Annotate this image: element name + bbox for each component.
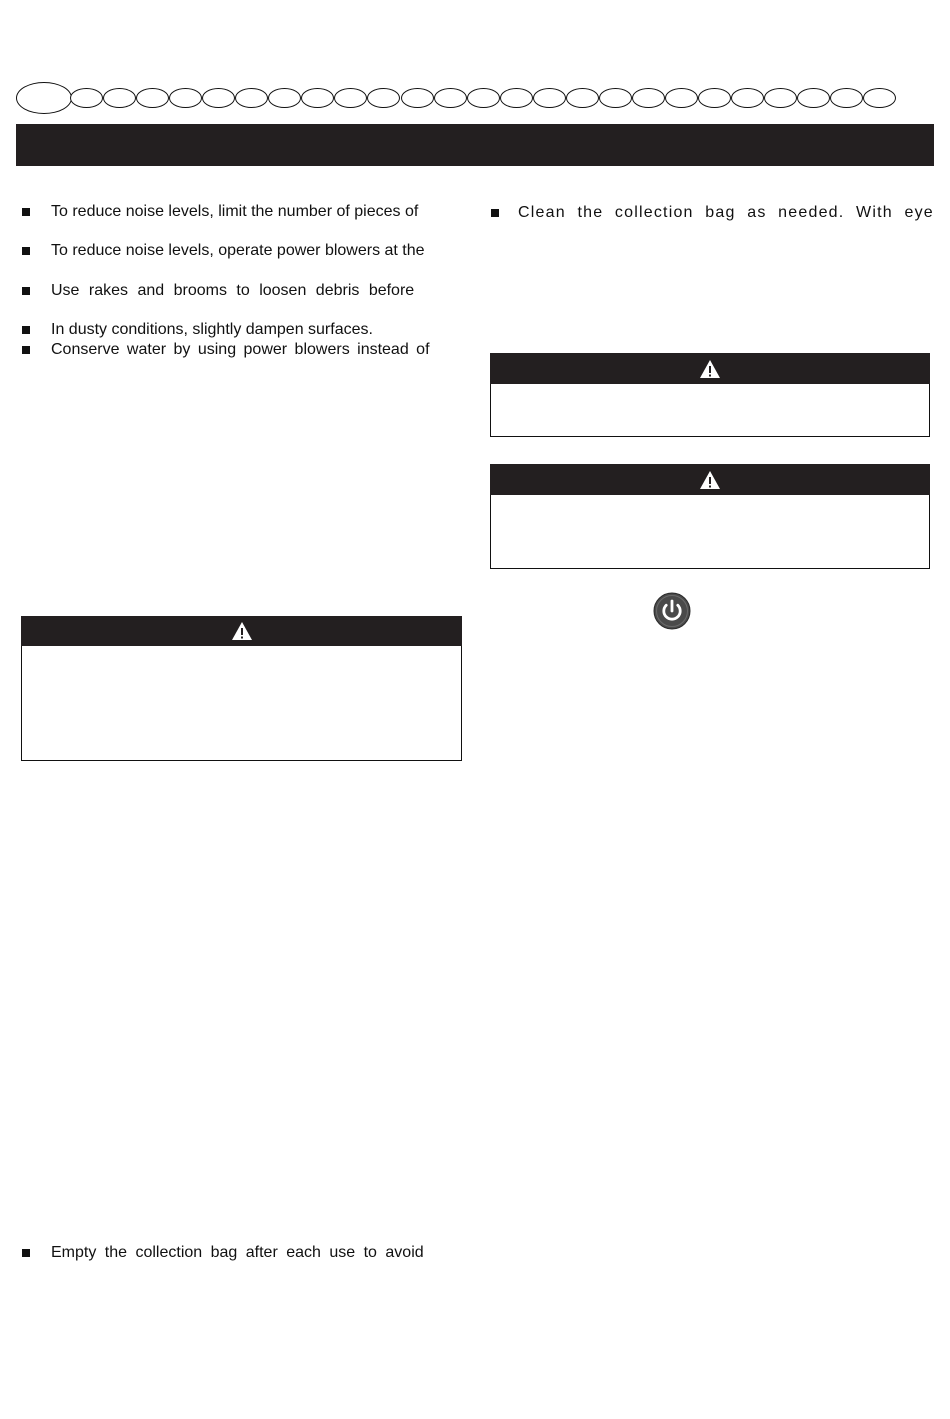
warning-header [490,353,930,384]
language-tab[interactable] [698,88,731,108]
language-tab[interactable] [632,88,665,108]
square-bullet-icon [491,209,499,217]
language-tab[interactable] [566,88,599,108]
language-tab[interactable] [367,88,400,108]
warning-triangle-icon [699,470,721,490]
language-tab[interactable] [500,88,533,108]
language-tab[interactable] [731,88,764,108]
power-button-icon [653,592,691,630]
language-tab[interactable] [797,88,830,108]
warning-triangle-icon [231,621,253,641]
language-tab[interactable] [70,88,103,108]
language-tab[interactable] [863,88,896,108]
square-bullet-icon [22,346,30,354]
language-tab[interactable] [533,88,566,108]
list-item-text: Use rakes and brooms to loosen debris before [51,282,415,299]
list-item-text: Clean the collection bag as needed. With eye [518,204,934,221]
warning-header [21,616,462,646]
section-title-bar [16,124,934,166]
warning-box [490,353,930,437]
warning-box [490,464,930,569]
list-item-text: Conserve water by using power blowers instead of [51,341,430,358]
square-bullet-icon [22,208,30,216]
warning-triangle-icon [699,359,721,379]
language-tab[interactable] [268,88,301,108]
language-tab[interactable] [764,88,797,108]
warning-header [490,464,930,495]
language-tab[interactable] [830,88,863,108]
language-tab[interactable] [334,88,367,108]
language-tab[interactable] [136,88,169,108]
list-item-text: To reduce noise levels, limit the number of pieces of [51,203,419,220]
language-tab[interactable] [467,88,500,108]
language-tab[interactable] [434,88,467,108]
language-tab[interactable] [202,88,235,108]
language-tab[interactable] [235,88,268,108]
warning-box [21,616,462,761]
list-item-text: Empty the collection bag after each use to avoid [51,1244,424,1261]
language-tab-active[interactable] [16,82,72,114]
language-tab[interactable] [169,88,202,108]
list-item-text: In dusty conditions, slightly dampen surfaces. [51,321,373,338]
square-bullet-icon [22,247,30,255]
square-bullet-icon [22,326,30,334]
list-item-text: To reduce noise levels, operate power blowers at the [51,242,425,259]
language-tab[interactable] [599,88,632,108]
square-bullet-icon [22,1249,30,1257]
language-tab[interactable] [301,88,334,108]
language-tab[interactable] [401,88,434,108]
language-tab[interactable] [103,88,136,108]
language-tab[interactable] [665,88,698,108]
square-bullet-icon [22,287,30,295]
